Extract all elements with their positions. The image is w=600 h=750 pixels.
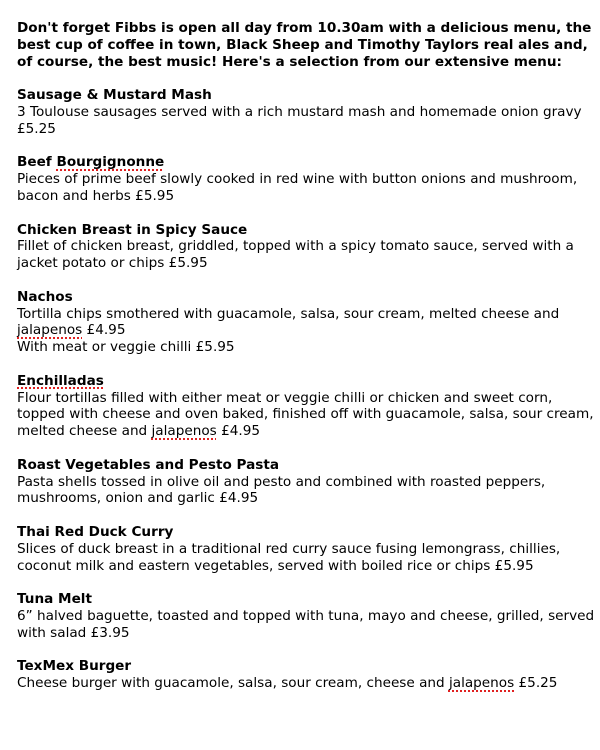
menu-item-title: Nachos: [17, 288, 73, 305]
menu-item-title: TexMex Burger: [17, 658, 132, 675]
menu-item-description: Pieces of prime beef slowly cooked in red wine with button onions and mushroom,: [17, 171, 578, 188]
menu-item-description: Flour tortillas filled with either meat or veggie chilli or chicken and sweet corn,: [17, 389, 553, 406]
intro-line: Don't forget Fibbs is open all day from 10.30am with a delicious menu, the: [17, 20, 592, 36]
menu-document: [17, 20, 597, 692]
menu-item-description: 3 Toulouse sausages served with a rich mustard mash and homemade onion gravy: [17, 103, 582, 120]
menu-item-description: Slices of duck breast in a traditional red curry sauce fusing lemongrass, chillies,: [17, 540, 561, 557]
menu-item-description: with salad £3.95: [17, 624, 130, 641]
menu-item-description: jalapenos £4.95: [17, 322, 126, 339]
menu-item-description: mushrooms, onion and garlic £4.95: [17, 490, 259, 507]
menu-item-description: Tortilla chips smothered with guacamole, salsa, sour cream, melted cheese and: [17, 305, 560, 322]
menu-item-description: £5.25: [17, 120, 56, 137]
menu-item-title: [17, 373, 597, 390]
menu-item: [17, 457, 597, 507]
spellcheck-underlined-word[interactable]: jalapenos: [448, 675, 515, 692]
menu-item-description: bacon and herbs £5.95: [17, 187, 175, 204]
spellcheck-underlined-word[interactable]: Enchilladas: [17, 372, 104, 389]
menu-item-description: melted cheese and jalapenos £4.95: [17, 423, 260, 440]
intro-line: best cup of coffee in town, Black Sheep and Timothy Taylors real ales and,: [17, 36, 588, 53]
menu-item: [17, 289, 597, 356]
intro-paragraph: [17, 20, 597, 70]
menu-item-title: Sausage & Mustard Mash: [17, 87, 212, 104]
menu-item-title: Thai Red Duck Curry: [17, 523, 174, 540]
menu-item-title: Roast Vegetables and Pesto Pasta: [17, 456, 280, 473]
menu-item-description: With meat or veggie chilli £5.95: [17, 339, 235, 356]
menu-item: [17, 222, 597, 272]
menu-item-description: topped with cheese and oven baked, finished off with guacamole, salsa, sour cream,: [17, 406, 594, 423]
menu-item: [17, 524, 597, 574]
menu-item-description: 6” halved baguette, toasted and topped with tuna, mayo and cheese, grilled, served: [17, 607, 595, 624]
intro-line: of course, the best music! Here's a selection from our extensive menu:: [17, 53, 562, 70]
spellcheck-underlined-word[interactable]: jalapenos: [17, 322, 83, 339]
menu-items: [17, 70, 597, 691]
spellcheck-underlined-word[interactable]: Bourgignonne: [56, 154, 165, 171]
menu-item-description: jacket potato or chips £5.95: [17, 255, 208, 272]
menu-item: [17, 591, 597, 641]
menu-item-title: Chicken Breast in Spicy Sauce: [17, 221, 248, 238]
menu-item-title: Tuna Melt: [17, 591, 92, 608]
menu-item: [17, 373, 597, 440]
menu-item: [17, 87, 597, 137]
menu-item-description: coconut milk and eastern vegetables, served with boiled rice or chips £5.95: [17, 557, 534, 574]
menu-item: [17, 658, 597, 692]
menu-item-description: Pasta shells tossed in olive oil and pesto and combined with roasted peppers,: [17, 473, 546, 490]
menu-item-description: Cheese burger with guacamole, salsa, sour cream, cheese and jalapenos £5.25: [17, 675, 558, 692]
menu-item: [17, 154, 597, 204]
menu-item-description: Fillet of chicken breast, griddled, topped with a spicy tomato sauce, served with a: [17, 238, 574, 255]
spellcheck-underlined-word[interactable]: jalapenos: [151, 423, 217, 440]
menu-item-title: Beef Bourgignonne: [17, 154, 165, 171]
